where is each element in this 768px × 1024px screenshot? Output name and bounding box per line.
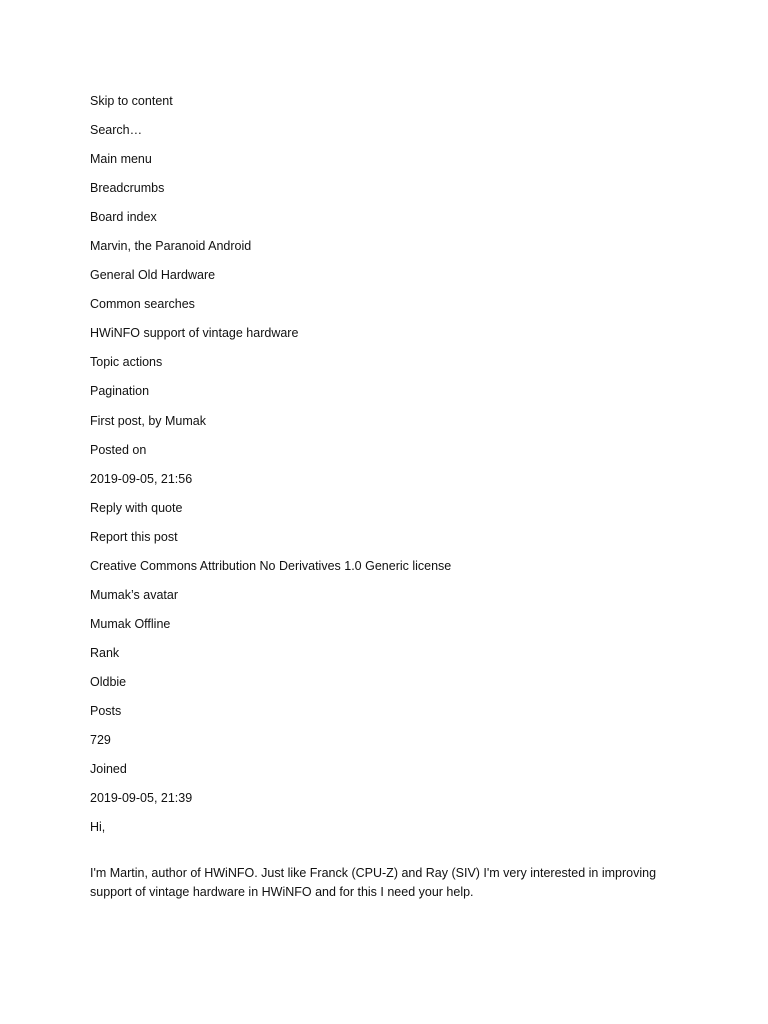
post-timestamp[interactable]: 2019-09-05, 21:56	[90, 471, 193, 486]
breadcrumb-board-index[interactable]: Board index	[90, 210, 157, 225]
search-input[interactable]: Search…	[90, 123, 143, 138]
breadcrumb-general-old-hardware[interactable]: General Old Hardware	[90, 268, 216, 283]
post-greeting: Hi,	[90, 820, 106, 835]
main-menu-button[interactable]: Main menu	[90, 152, 152, 167]
joined-label: Joined	[90, 762, 127, 777]
rank-label: Rank	[90, 645, 120, 660]
topic-title[interactable]: HWiNFO support of vintage hardware	[90, 326, 299, 341]
page-content	[90, 94, 690, 902]
reply-with-quote-button[interactable]: Reply with quote	[90, 500, 183, 515]
posts-count: 729	[90, 733, 111, 748]
post-heading: First post, by Mumak	[90, 413, 206, 428]
skip-to-content-link[interactable]: Skip to content	[90, 94, 173, 108]
posts-label: Posts	[90, 703, 122, 718]
avatar: Mumak’s avatar	[90, 587, 178, 602]
breadcrumbs-label: Breadcrumbs	[90, 181, 165, 196]
joined-date: 2019-09-05, 21:39	[90, 791, 193, 806]
license-link[interactable]: Creative Commons Attribution No Derivatives 1.0 Generic license	[90, 558, 452, 573]
author-status[interactable]: Mumak Offline	[90, 616, 171, 631]
breadcrumb-marvin[interactable]: Marvin, the Paranoid Android	[90, 239, 252, 254]
post-body: I'm Martin, author of HWiNFO. Just like Franck (CPU-Z) and Ray (SIV) I'm very interested in improving support of vintage hardware in HWiNFO and for this I need your help.	[90, 866, 657, 900]
topic-actions-button[interactable]: Topic actions	[90, 355, 163, 370]
common-searches-button[interactable]: Common searches	[90, 297, 195, 312]
rank-value: Oldbie	[90, 674, 127, 689]
pagination-label: Pagination	[90, 384, 150, 399]
posted-on-label: Posted on	[90, 442, 147, 457]
report-post-button[interactable]: Report this post	[90, 529, 178, 544]
